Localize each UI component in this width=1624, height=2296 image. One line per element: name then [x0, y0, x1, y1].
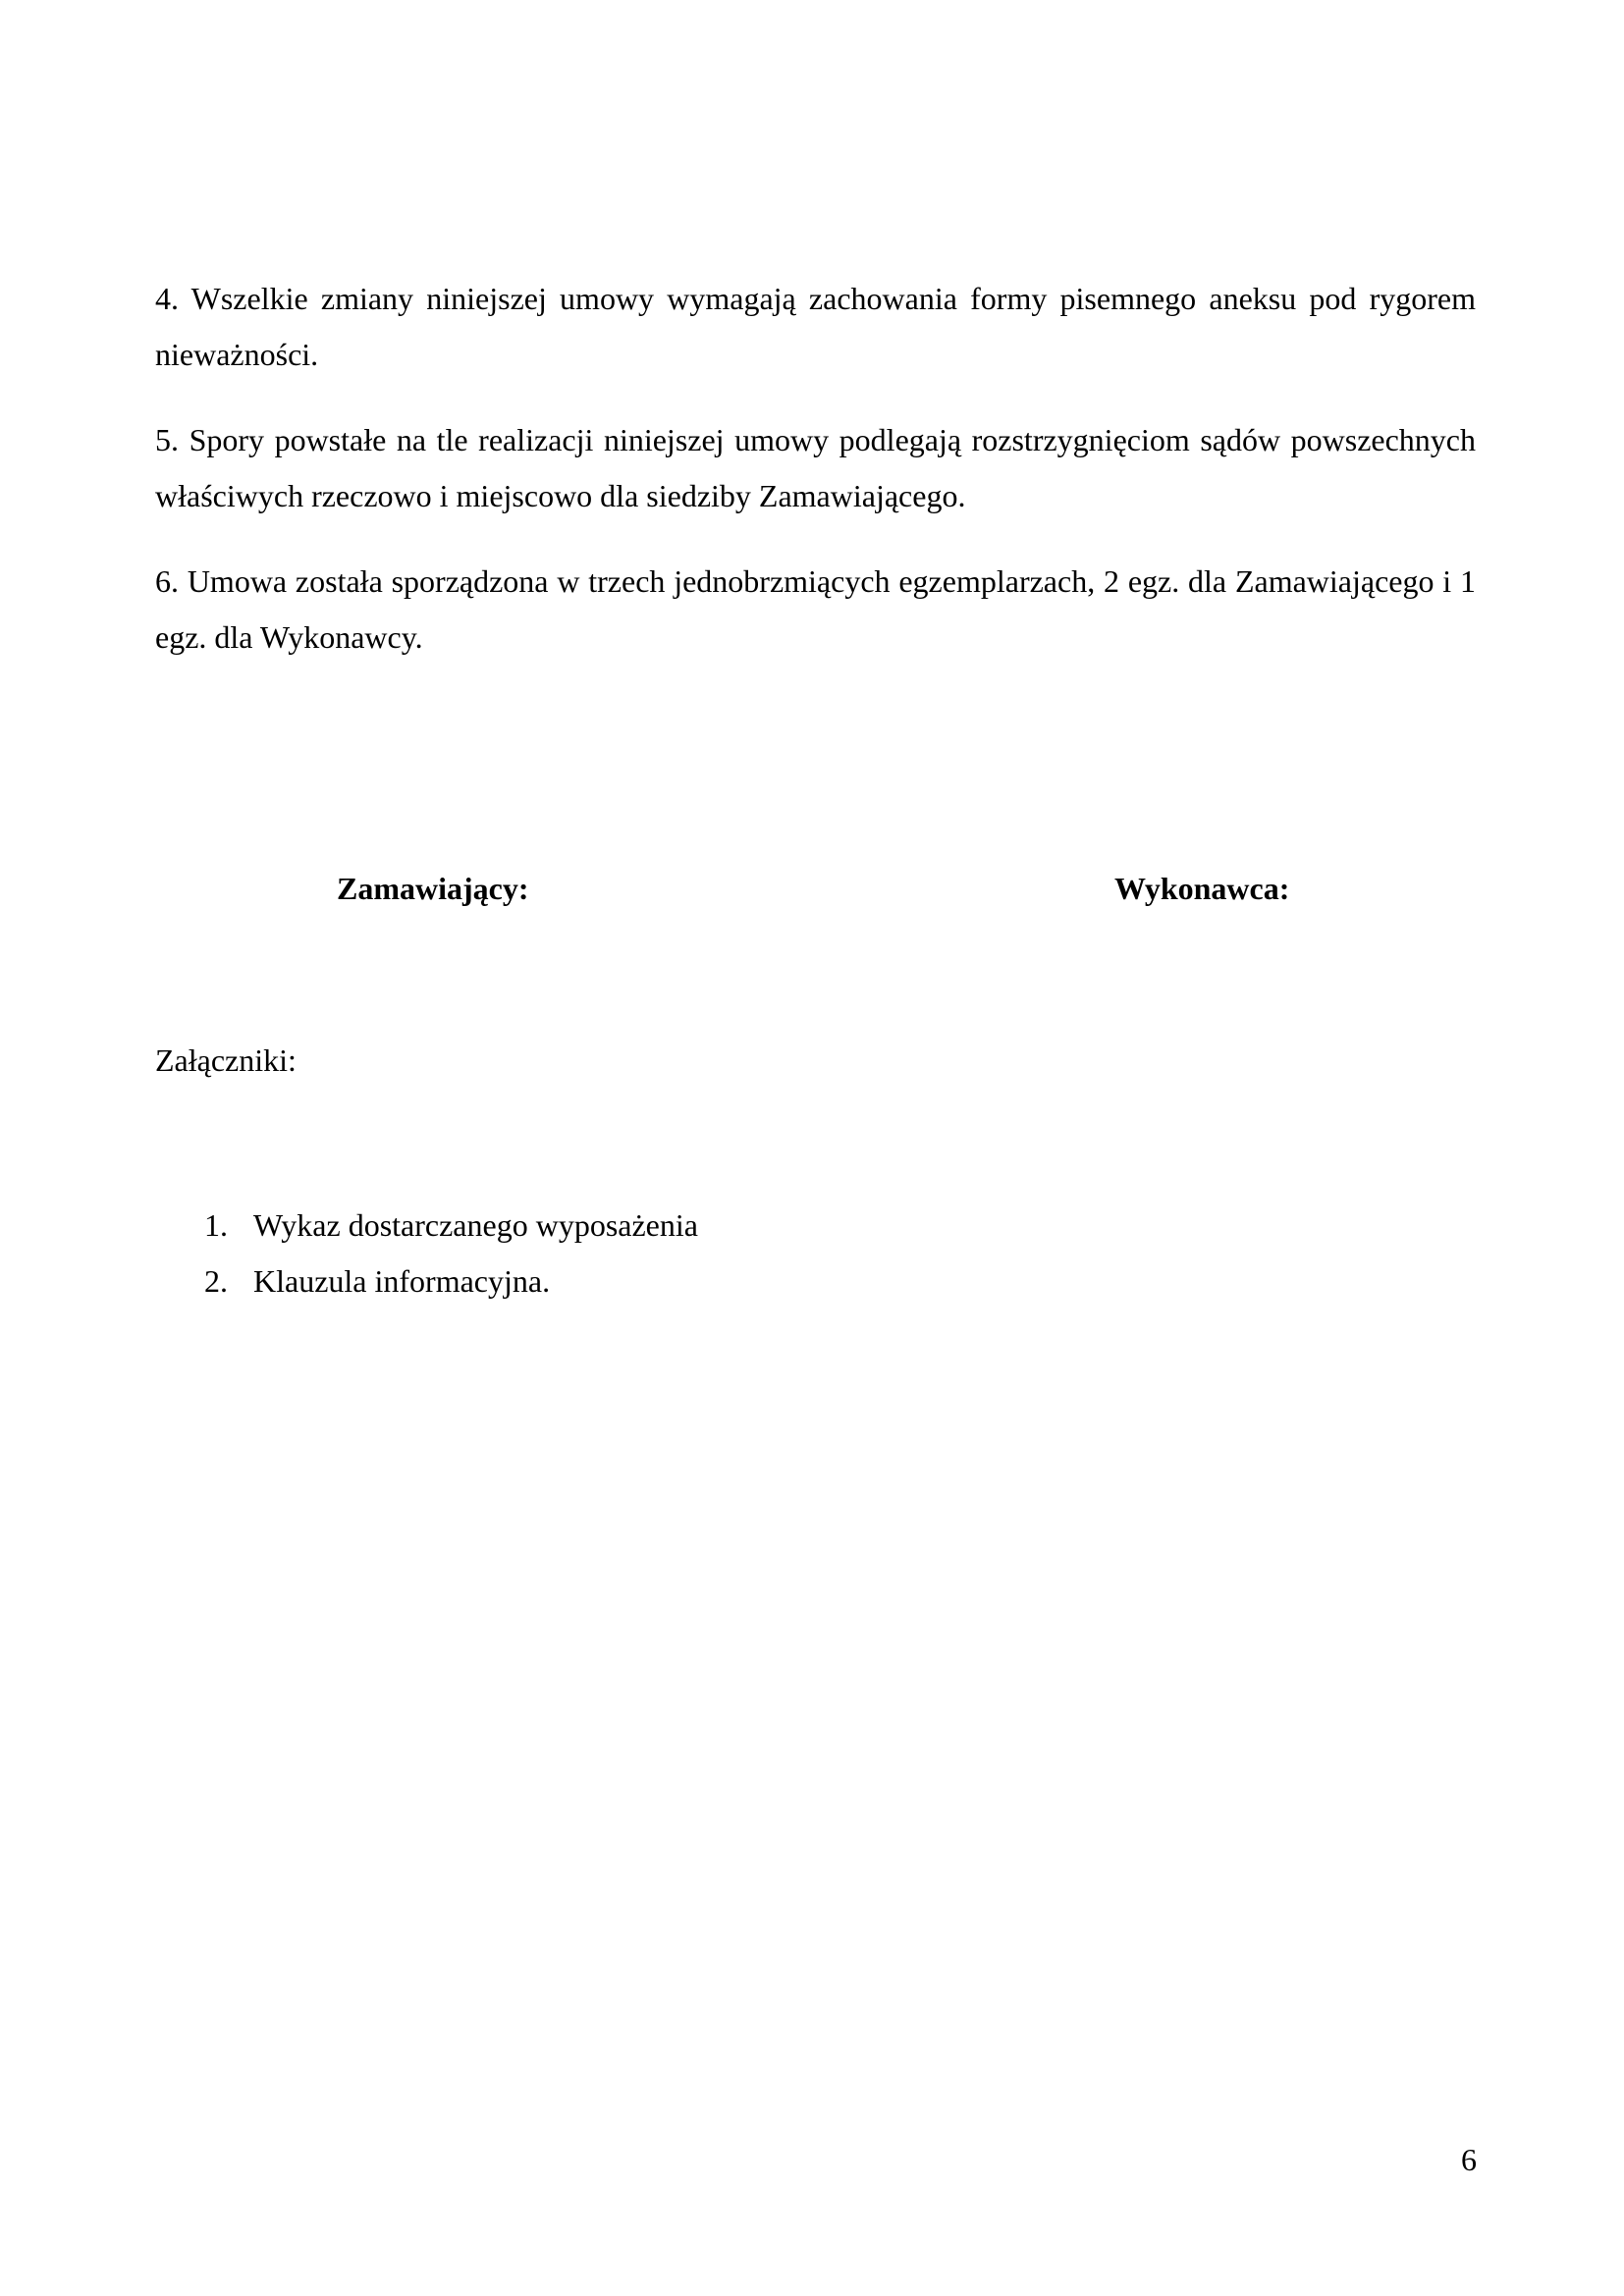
- list-item-text: Wykaz dostarczanego wyposażenia: [253, 1207, 698, 1243]
- attachments-list: [204, 1205, 698, 1317]
- contract-clause-4: [155, 271, 1476, 383]
- clause-number: 4.: [155, 281, 179, 316]
- clause-number: 5.: [155, 422, 179, 457]
- clause-text: Spory powstałe na tle realizacji niniejszej umowy podlegają rozstrzygnięciom sądów powszechnych właściwych rzeczowo i miejscowo dla siedziby Zamawiającego.: [155, 422, 1477, 513]
- contract-clause-6: [155, 554, 1476, 666]
- clause-text: Umowa została sporządzona w trzech jednobrzmiących egzemplarzach, 2 egz. dla Zamawiającego i 1 egz. dla Wykonawcy.: [155, 563, 1477, 655]
- signature-label-contractor: Wykonawca:: [1114, 871, 1290, 906]
- clause-text: Wszelkie zmiany niniejszej umowy wymagają zachowania formy pisemnego aneksu pod rygorem nieważności.: [155, 281, 1477, 372]
- list-item: [204, 1261, 698, 1317]
- signature-label-ordering-party: Zamawiający:: [337, 871, 529, 906]
- attachments-heading: Załączniki:: [155, 1042, 297, 1078]
- contract-clause-5: [155, 412, 1476, 524]
- list-item-number: 2.: [204, 1263, 228, 1299]
- list-item-text: Klauzula informacyjna.: [253, 1263, 551, 1299]
- list-item: [204, 1205, 698, 1261]
- clause-number: 6.: [155, 563, 179, 599]
- list-item-number: 1.: [204, 1207, 228, 1243]
- page-number: 6: [1461, 2142, 1477, 2177]
